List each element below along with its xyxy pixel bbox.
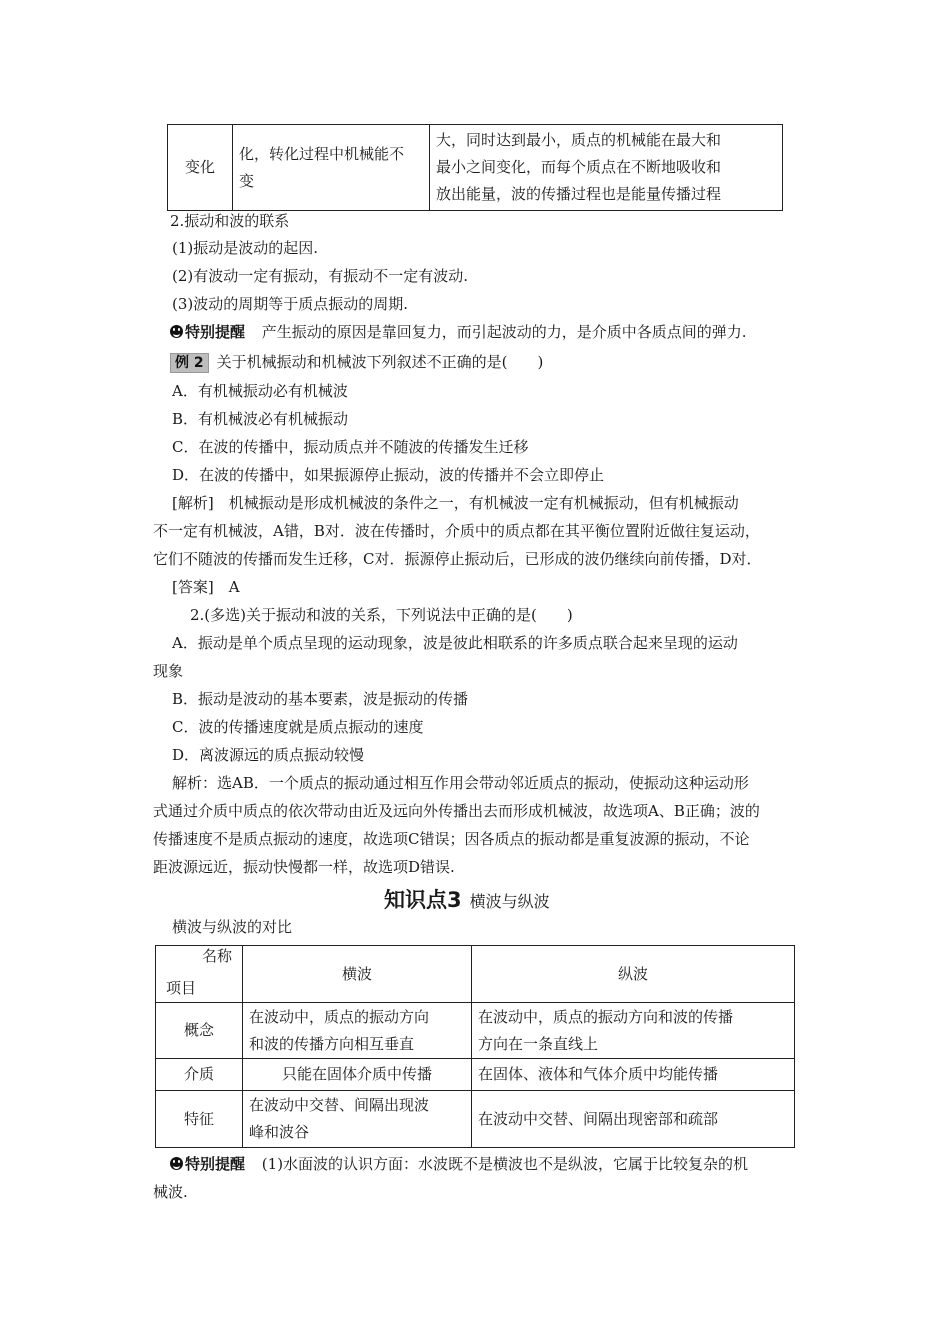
top-table: [167, 124, 783, 211]
smiley-icon: [170, 1157, 183, 1170]
top-table-col3: [430, 125, 783, 211]
corner-bottom-label: 项目: [166, 979, 197, 997]
section-item: (2)有波动一定有振动，有振动不一定有波动.: [172, 267, 469, 285]
option-item: D．在波的传播中，如果振源停止振动，波的传播并不会立即停止: [172, 466, 605, 484]
cell-transverse: [243, 1091, 472, 1148]
option-item: C．在波的传播中，振动质点并不随波的传播发生迁移: [172, 438, 529, 456]
cell-line: 在波动中交替、间隔出现波: [249, 1096, 430, 1114]
top-table-col3-line: 大，同时达到最小，质点的机械能在最大和: [436, 131, 722, 149]
cell-transverse: 只能在固体介质中传播: [243, 1059, 472, 1091]
tip-note: [170, 1154, 748, 1174]
cell-longitudinal: 在波动中交替、间隔出现密部和疏部: [472, 1091, 795, 1148]
row-label: 概念: [156, 1003, 243, 1059]
corner-top-label: 名称: [201, 947, 232, 965]
row-label: 特征: [156, 1091, 243, 1148]
option-item: D．离波源远的质点振动较慢: [172, 746, 365, 764]
option-item: A．有机械振动必有机械波: [172, 382, 348, 400]
exercise-question: 2.(多选)关于振动和波的关系，下列说法中正确的是( ): [190, 606, 573, 624]
option-item: B．有机械波必有机械振动: [172, 410, 349, 428]
answer-line: [答案] A: [172, 578, 240, 596]
top-table-col2: [233, 125, 430, 211]
comparison-intro: 横波与纵波的对比: [172, 918, 293, 936]
tip-text-continued: 械波.: [153, 1183, 188, 1201]
top-table-col2-line: 变: [239, 171, 255, 190]
comparison-table: [155, 945, 795, 1148]
example-question-text: 关于机械振动和机械波下列叙述不正确的是( ): [216, 353, 544, 371]
example-badge: 例 2: [170, 353, 209, 373]
tip-text: 产生振动的原因是靠回复力，而引起波动的力，是介质中各质点间的弹力.: [261, 323, 747, 341]
analysis-line: 它们不随波的传播而发生迁移，C对．振源停止振动后，已形成的波仍继续向前传播，D对．: [153, 550, 762, 568]
section-item: (1)振动是波动的起因.: [172, 239, 319, 257]
knowledge-point-title: 知识点3: [384, 888, 462, 912]
top-table-col3-line: 放出能量，波的传播过程也是能量传播过程: [436, 185, 722, 203]
option-item: A．振动是单个质点呈现的运动现象，波是彼此相联系的许多质点联合起来呈现的运动: [172, 634, 738, 652]
analysis-line: 式通过介质中质点的依次带动由近及远向外传播出去而形成机械波，故选项A、B正确；波的: [153, 802, 760, 820]
tip-label: 特别提醒: [185, 1155, 246, 1173]
top-table-col3-line: 最小之间变化，而每个质点在不断地吸收和: [436, 158, 722, 176]
cell-transverse: [243, 1003, 472, 1059]
header-longitudinal: 纵波: [472, 946, 795, 1003]
header-transverse: 横波: [243, 946, 472, 1003]
analysis-line: 距波源远近，振动快慢都一样，故选项D错误.: [153, 858, 455, 876]
cell-line: 和波的传播方向相互垂直: [249, 1034, 415, 1053]
row-label: 介质: [156, 1059, 243, 1091]
cell-line: 方向在一条直线上: [478, 1034, 599, 1053]
tip-text: (1)水面波的认识方面：水波既不是横波也不是纵波，它属于比较复杂的机: [261, 1155, 749, 1173]
knowledge-point-subtitle: 横波与纵波: [469, 892, 550, 911]
cell-longitudinal: 在固体、液体和气体介质中均能传播: [472, 1059, 795, 1091]
knowledge-point-heading: [384, 884, 550, 914]
tip-label: 特别提醒: [185, 323, 246, 341]
option-item: B．振动是波动的基本要素，波是振动的传播: [172, 690, 469, 708]
top-table-row-label: 变化: [168, 125, 233, 211]
analysis-line: [解析] 机械振动是形成机械波的条件之一，有机械波一定有机械振动，但有机械振动: [172, 494, 739, 512]
cell-line: 在波动中，质点的振动方向: [249, 1007, 430, 1026]
option-item: 现象: [153, 662, 184, 680]
analysis-line: 解析：选AB．一个质点的振动通过相互作用会带动邻近质点的振动，使振动这种运动形: [172, 774, 749, 792]
corner-cell: [156, 946, 243, 1003]
section-heading: 2.振动和波的联系: [170, 212, 290, 230]
section-item: (3)波动的周期等于质点振动的周期.: [172, 295, 409, 313]
analysis-line: 传播速度不是质点振动的速度，故选项C错误；因各质点的振动都是重复波源的振动，不论: [153, 830, 750, 848]
analysis-line: 不一定有机械波，A错，B对．波在传播时，介质中的质点都在其平衡位置附近做往复运动，: [153, 522, 760, 540]
tip-note: [170, 322, 747, 342]
cell-longitudinal: [472, 1003, 795, 1059]
cell-line: 在波动中，质点的振动方向和波的传播: [478, 1007, 734, 1026]
top-table-col2-line: 化，转化过程中机械能不: [239, 144, 405, 163]
example-question: [170, 352, 543, 373]
smiley-icon: [170, 325, 183, 338]
option-item: C．波的传播速度就是质点振动的速度: [172, 718, 424, 736]
cell-line: 峰和波谷: [249, 1123, 310, 1141]
